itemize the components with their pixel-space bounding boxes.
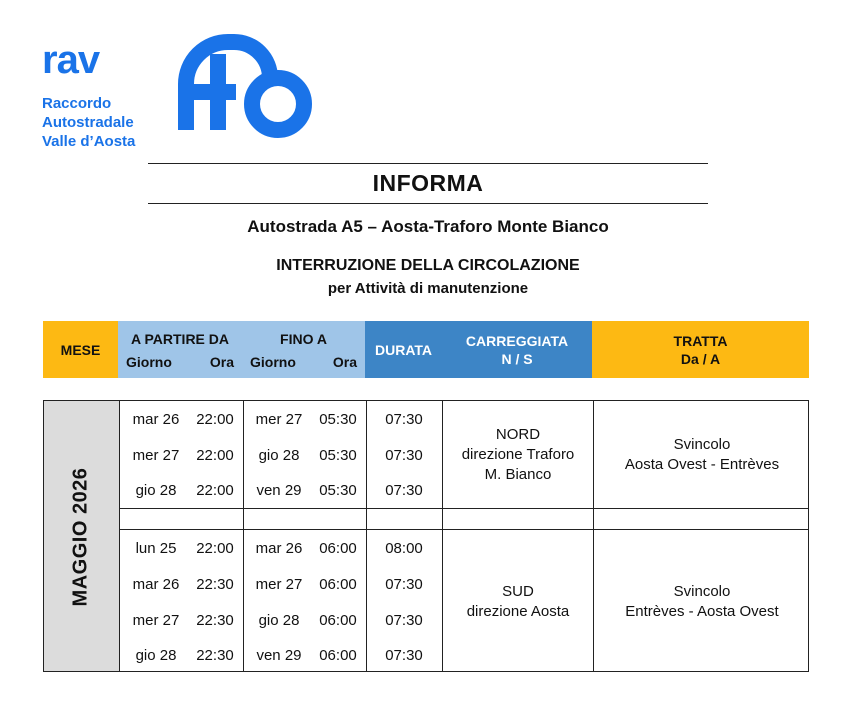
header-label: A PARTIRE DA — [131, 330, 229, 347]
header-fino-a — [242, 321, 365, 378]
duration: 07:30 — [385, 482, 423, 499]
header-label: DURATA — [374, 341, 433, 358]
section-north — [594, 435, 810, 475]
duration: 07:30 — [385, 576, 423, 593]
start-time: 22:00 — [196, 447, 234, 464]
start-time: 22:30 — [196, 647, 234, 664]
start-day: gio 28 — [135, 482, 177, 499]
section-line: Svincolo — [673, 436, 731, 453]
carriageway-line: direzione Traforo — [461, 446, 575, 463]
month-column — [44, 401, 119, 671]
end-day: gio 28 — [258, 447, 300, 464]
section-line: Entrèves - Aosta Ovest — [625, 603, 779, 620]
rav-mark-icon — [178, 34, 318, 139]
header-label: MESE — [60, 341, 101, 358]
carriageway-line: M. Bianco — [484, 466, 552, 483]
rav-subtitle — [42, 94, 135, 151]
divider — [119, 401, 120, 671]
end-day: gio 28 — [258, 612, 300, 629]
bottom-rule — [148, 203, 708, 204]
header-a-partire-da — [118, 321, 242, 378]
carriageway-line: SUD — [502, 583, 534, 600]
end-time: 05:30 — [319, 482, 357, 499]
duration: 07:30 — [385, 411, 423, 428]
start-time: 22:00 — [196, 411, 234, 428]
header-ora: Ora — [209, 353, 234, 370]
carriageway-line: direzione Aosta — [466, 603, 570, 620]
month-label: MAGGIO 2026 — [69, 467, 92, 607]
start-day: mer 27 — [132, 612, 180, 629]
rav-subtitle-line: Valle d’Aosta — [42, 133, 136, 150]
end-day: mar 26 — [255, 540, 303, 557]
header-ora: Ora — [332, 353, 357, 370]
start-time: 22:00 — [196, 540, 234, 557]
duration: 08:00 — [385, 540, 423, 557]
end-day: mer 27 — [255, 411, 303, 428]
header-tratta — [592, 321, 809, 378]
road-title: Autostrada A5 – Aosta-Traforo Monte Bianco — [247, 217, 609, 236]
section-line: Aosta Ovest - Entrèves — [624, 456, 780, 473]
end-time: 06:00 — [319, 647, 357, 664]
end-time: 06:00 — [319, 612, 357, 629]
header-sublabel: Da / A — [680, 350, 721, 367]
carriageway-line: NORD — [495, 426, 541, 443]
start-time: 22:30 — [196, 612, 234, 629]
divider — [119, 508, 808, 509]
header-giorno: Giorno — [250, 353, 296, 370]
notice-subtitle: per Attività di manutenzione — [327, 280, 529, 297]
section-line: Svincolo — [673, 583, 731, 600]
start-day: gio 28 — [135, 647, 177, 664]
end-time: 06:00 — [319, 576, 357, 593]
divider — [243, 401, 244, 671]
divider — [119, 529, 808, 530]
header-carreggiata — [442, 321, 592, 378]
header-label: CARREGGIATA — [465, 332, 569, 349]
header-sublabel: N / S — [501, 350, 533, 367]
schedule-table — [43, 400, 809, 672]
carriageway-north — [443, 425, 593, 485]
informa-title: INFORMA — [372, 170, 484, 196]
duration: 07:30 — [385, 612, 423, 629]
rav-subtitle-line: Raccordo — [42, 95, 112, 112]
header-durata — [365, 321, 442, 378]
header-giorno: Giorno — [126, 353, 172, 370]
rav-brand: rav — [42, 38, 100, 82]
end-day: ven 29 — [256, 647, 302, 664]
start-time: 22:00 — [196, 482, 234, 499]
carriageway-south — [443, 582, 593, 622]
end-time: 05:30 — [319, 411, 357, 428]
divider — [366, 401, 367, 671]
header-mese — [43, 321, 118, 378]
start-day: mer 27 — [132, 447, 180, 464]
notice-title: INTERRUZIONE DELLA CIRCOLAZIONE — [276, 257, 580, 274]
header-label: TRATTA — [673, 332, 728, 349]
duration: 07:30 — [385, 447, 423, 464]
duration: 07:30 — [385, 647, 423, 664]
end-day: mer 27 — [255, 576, 303, 593]
end-time: 05:30 — [319, 447, 357, 464]
start-day: mar 26 — [132, 576, 180, 593]
end-time: 06:00 — [319, 540, 357, 557]
header-label: FINO A — [280, 330, 327, 347]
rav-subtitle-line: Autostradale — [42, 114, 134, 131]
start-time: 22:30 — [196, 576, 234, 593]
start-day: mar 26 — [132, 411, 180, 428]
top-rule — [148, 163, 708, 164]
rav-logo — [42, 40, 135, 151]
section-south — [594, 582, 810, 622]
start-day: lun 25 — [135, 540, 177, 557]
end-day: ven 29 — [256, 482, 302, 499]
